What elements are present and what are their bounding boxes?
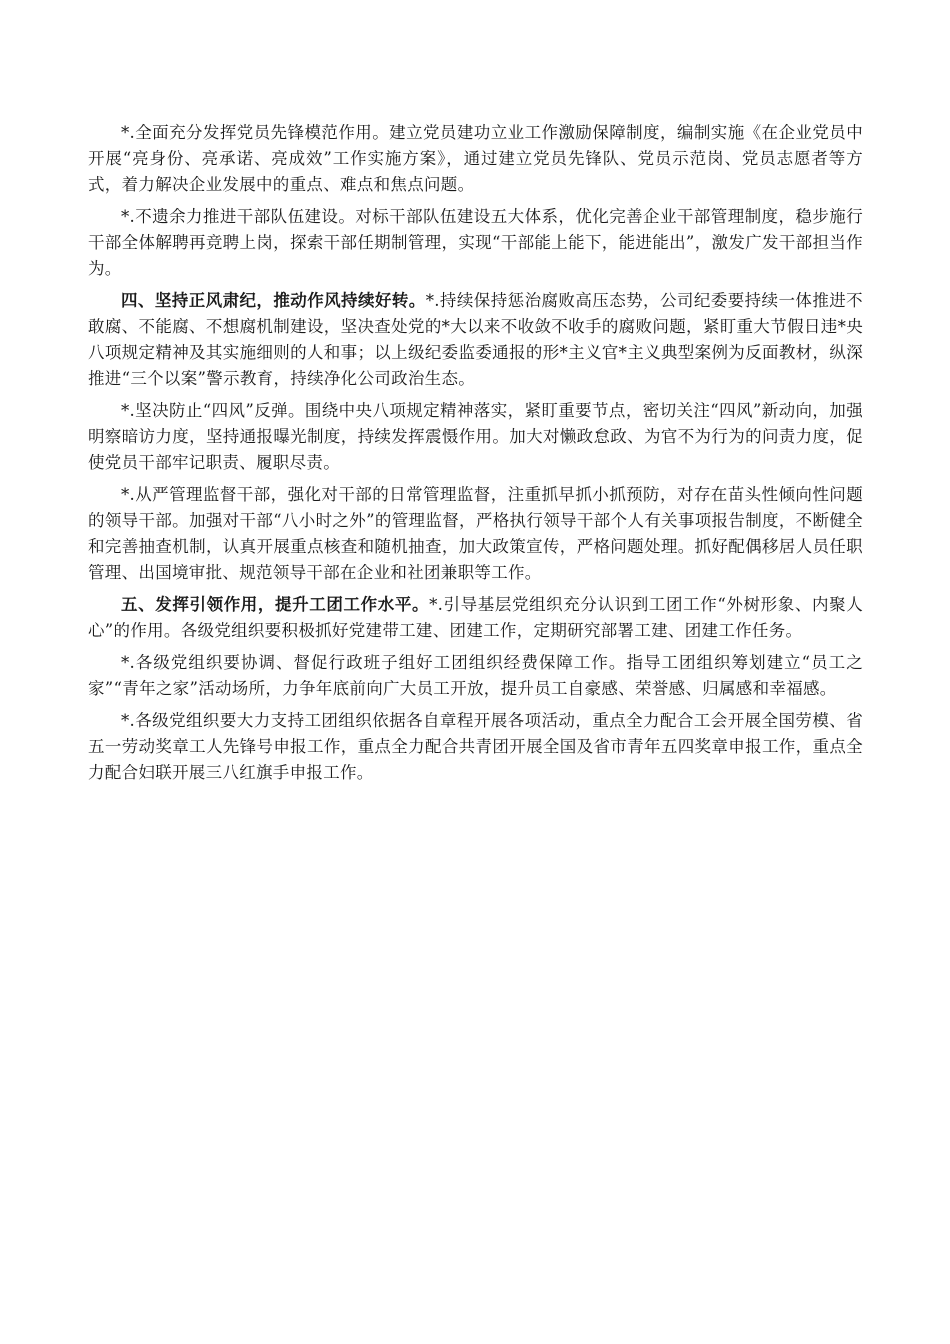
paragraph-text: *.各级党组织要大力支持工团组织依据各自章程开展各项活动，重点全力配合工会开展全国劳模、省五一劳动奖章工人先锋号申报工作，重点全力配合共青团开展全国及省市青年五四奖章申报工作，重点全力配合妇联开展三八红旗手申报工作。 (88, 711, 863, 782)
document-page (88, 120, 863, 792)
section-heading-4: 四、坚持正风肃纪，推动作风持续好转。 (121, 291, 426, 310)
paragraph-text: *.坚决防止“四风”反弹。围绕中央八项规定精神落实，紧盯重要节点，密切关注“四风”新动向，加强明察暗访力度，坚持通报曝光制度，持续发挥震慑作用。加大对懒政怠政、为官不为行为的问责力度，促使党员干部牢记职责、履职尽责。 (88, 401, 863, 472)
paragraph-2 (88, 204, 863, 282)
paragraph-6 (88, 592, 863, 644)
paragraph-8 (88, 708, 863, 786)
paragraph-text: *.从严管理监督干部，强化对干部的日常管理监督，注重抓早抓小抓预防，对存在苗头性倾向性问题的领导干部。加强对干部“八小时之外”的管理监督，严格执行领导干部个人有关事项报告制度，不断健全和完善抽查机制，认真开展重点核查和随机抽查，加大政策宣传，严格问题处理。抓好配偶移居人员任职管理、出国境审批、规范领导干部在企业和社团兼职等工作。 (88, 485, 863, 582)
section-heading-5: 五、发挥引领作用，提升工团工作水平。 (121, 595, 430, 614)
paragraph-text: *.持续保持惩治腐败高压态势，公司纪委要持续一体推进不敢腐、不能腐、不想腐机制建设，坚决查处党的*大以来不收敛不收手的腐败问题，紧盯重大节假日违*央八项规定精神及其实施细则的人和事；以上级纪委监委通报的形*主义官*主义典型案例为反面教材，纵深推进“三个以案”警示教育，持续净化公司政治生态。 (88, 291, 863, 388)
paragraph-5 (88, 482, 863, 586)
paragraph-3 (88, 288, 863, 392)
paragraph-1 (88, 120, 863, 198)
paragraph-text: *.不遗余力推进干部队伍建设。对标干部队伍建设五大体系，优化完善企业干部管理制度，稳步施行干部全体解聘再竞聘上岗，探索干部任期制管理，实现“干部能上能下，能进能出”，激发广发干部担当作为。 (88, 207, 863, 278)
paragraph-text: *.全面充分发挥党员先锋模范作用。建立党员建功立业工作激励保障制度，编制实施《在企业党员中开展“亮身份、亮承诺、亮成效”工作实施方案》，通过建立党员先锋队、党员示范岗、党员志愿者等方式，着力解决企业发展中的重点、难点和焦点问题。 (88, 123, 863, 194)
paragraph-7 (88, 650, 863, 702)
paragraph-text: *.各级党组织要协调、督促行政班子组好工团组织经费保障工作。指导工团组织筹划建立“员工之家”“青年之家”活动场所，力争年底前向广大员工开放，提升员工自豪感、荣誉感、归属感和幸福感。 (88, 653, 863, 698)
paragraph-text: *.引导基层党组织充分认识到工团工作“外树形象、内聚人心”的作用。各级党组织要积极抓好党建带工建、团建工作，定期研究部署工建、团建工作任务。 (88, 595, 863, 640)
paragraph-4 (88, 398, 863, 476)
